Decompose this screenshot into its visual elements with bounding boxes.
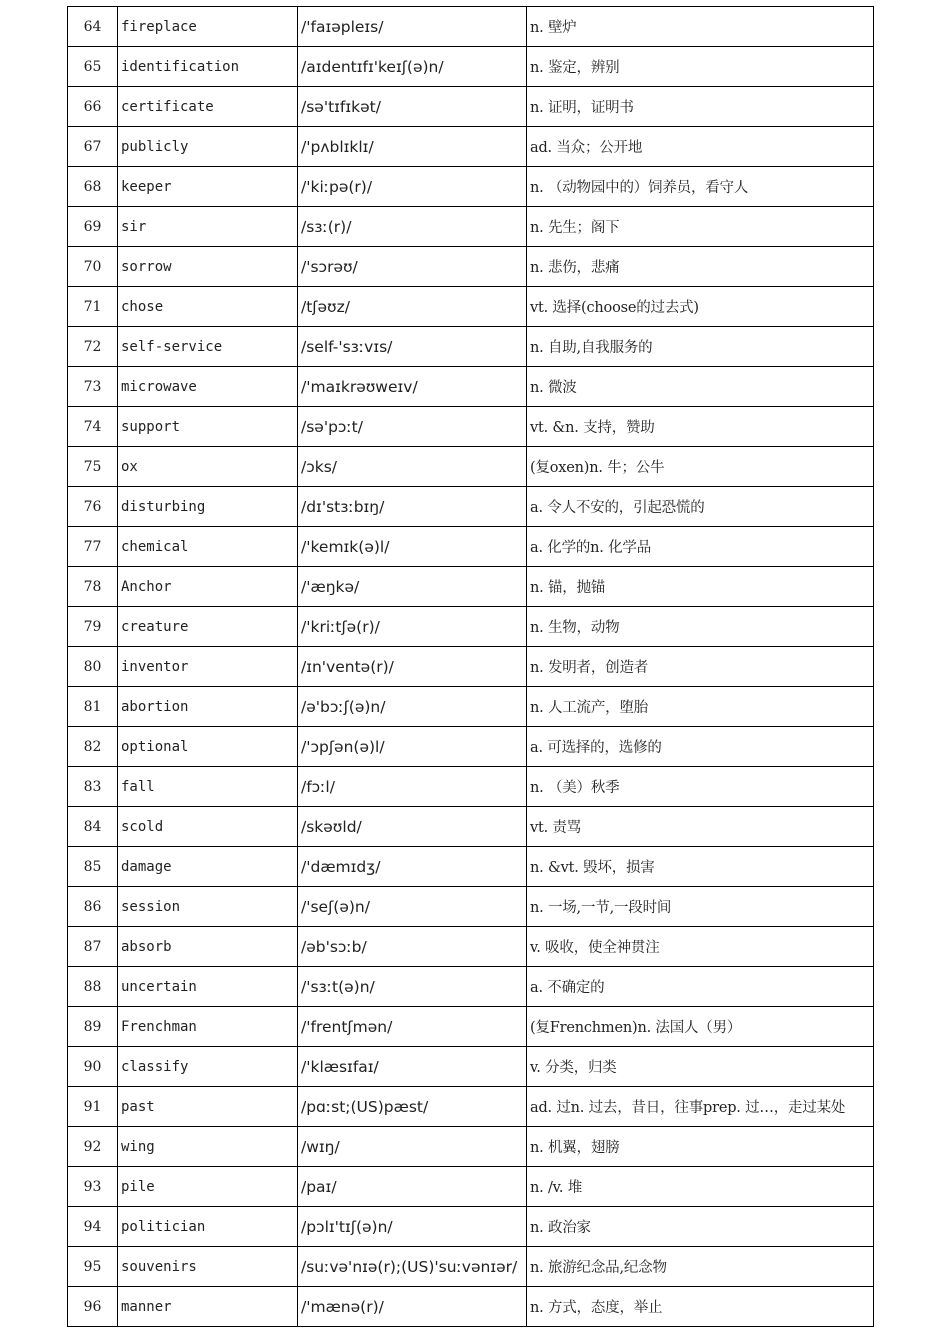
- entry-word: ox: [118, 447, 298, 487]
- entry-phonetic: /'ɔpʃən(ə)l/: [298, 727, 527, 767]
- entry-word: politician: [118, 1207, 298, 1247]
- entry-phonetic: /suːvə'nɪə(r);(US)'suːvənɪər/: [298, 1247, 527, 1287]
- entry-number: 80: [68, 647, 118, 687]
- entry-definition: a. 可选择的，选修的: [527, 727, 874, 767]
- entry-word: inventor: [118, 647, 298, 687]
- entry-phonetic: /'pʌblɪklɪ/: [298, 127, 527, 167]
- entry-number: 92: [68, 1127, 118, 1167]
- table-row: [68, 7, 874, 47]
- entry-word: scold: [118, 807, 298, 847]
- entry-phonetic: /əb'sɔːb/: [298, 927, 527, 967]
- table-row: [68, 47, 874, 87]
- entry-definition: n. （动物园中的）饲养员，看守人: [527, 167, 874, 207]
- table-row: [68, 327, 874, 367]
- table-row: [68, 1287, 874, 1327]
- entry-phonetic: /'sɜːt(ə)n/: [298, 967, 527, 1007]
- entry-word: certificate: [118, 87, 298, 127]
- table-row: [68, 87, 874, 127]
- entry-phonetic: /skəʊld/: [298, 807, 527, 847]
- entry-word: abortion: [118, 687, 298, 727]
- table-row: [68, 447, 874, 487]
- entry-number: 81: [68, 687, 118, 727]
- entry-word: fireplace: [118, 7, 298, 47]
- entry-number: 85: [68, 847, 118, 887]
- table-row: [68, 847, 874, 887]
- entry-phonetic: /pɔlɪ'tɪʃ(ə)n/: [298, 1207, 527, 1247]
- entry-phonetic: /'æŋkə/: [298, 567, 527, 607]
- entry-word: past: [118, 1087, 298, 1127]
- entry-definition: n. （美）秋季: [527, 767, 874, 807]
- entry-word: sir: [118, 207, 298, 247]
- entry-phonetic: /dɪ'stɜːbɪŋ/: [298, 487, 527, 527]
- entry-definition: vt. 选择(choose的过去式): [527, 287, 874, 327]
- entry-phonetic: /'kemɪk(ə)l/: [298, 527, 527, 567]
- entry-phonetic: /'mænə(r)/: [298, 1287, 527, 1327]
- table-row: [68, 367, 874, 407]
- table-row: [68, 167, 874, 207]
- entry-definition: vt. &n. 支持，赞助: [527, 407, 874, 447]
- entry-definition: n. /v. 堆: [527, 1167, 874, 1207]
- entry-phonetic: /ɪn'ventə(r)/: [298, 647, 527, 687]
- entry-number: 87: [68, 927, 118, 967]
- entry-definition: n. 锚，抛锚: [527, 567, 874, 607]
- entry-phonetic: /fɔːl/: [298, 767, 527, 807]
- entry-word: manner: [118, 1287, 298, 1327]
- table-row: [68, 807, 874, 847]
- entry-number: 64: [68, 7, 118, 47]
- table-row: [68, 1087, 874, 1127]
- entry-definition: (复oxen)n. 牛；公牛: [527, 447, 874, 487]
- table-row: [68, 287, 874, 327]
- entry-phonetic: /'frentʃmən/: [298, 1007, 527, 1047]
- entry-definition: n. 一场,一节,一段时间: [527, 887, 874, 927]
- entry-word: chemical: [118, 527, 298, 567]
- entry-definition: n. 方式，态度，举止: [527, 1287, 874, 1327]
- entry-number: 82: [68, 727, 118, 767]
- entry-definition: a. 化学的n. 化学品: [527, 527, 874, 567]
- entry-phonetic: /'kiːpə(r)/: [298, 167, 527, 207]
- table-row: [68, 1127, 874, 1167]
- entry-number: 91: [68, 1087, 118, 1127]
- entry-number: 95: [68, 1247, 118, 1287]
- table-row: [68, 607, 874, 647]
- entry-definition: n. 机翼，翅膀: [527, 1127, 874, 1167]
- entry-word: chose: [118, 287, 298, 327]
- entry-phonetic: /sɜː(r)/: [298, 207, 527, 247]
- entry-definition: n. 鉴定，辨别: [527, 47, 874, 87]
- entry-number: 84: [68, 807, 118, 847]
- entry-number: 69: [68, 207, 118, 247]
- entry-word: optional: [118, 727, 298, 767]
- entry-phonetic: /tʃəʊz/: [298, 287, 527, 327]
- entry-definition: n. 证明，证明书: [527, 87, 874, 127]
- entry-phonetic: /pɑːst;(US)pæst/: [298, 1087, 527, 1127]
- entry-number: 71: [68, 287, 118, 327]
- table-row: [68, 1167, 874, 1207]
- entry-definition: vt. 责骂: [527, 807, 874, 847]
- entry-phonetic: /sə'pɔːt/: [298, 407, 527, 447]
- entry-number: 89: [68, 1007, 118, 1047]
- entry-word: wing: [118, 1127, 298, 1167]
- table-row: [68, 207, 874, 247]
- entry-word: creature: [118, 607, 298, 647]
- entry-word: session: [118, 887, 298, 927]
- entry-definition: n. 发明者，创造者: [527, 647, 874, 687]
- entry-phonetic: /'faɪəpleɪs/: [298, 7, 527, 47]
- table-row: [68, 767, 874, 807]
- entry-phonetic: /'seʃ(ə)n/: [298, 887, 527, 927]
- entry-number: 83: [68, 767, 118, 807]
- table-row: [68, 887, 874, 927]
- entry-word: pile: [118, 1167, 298, 1207]
- entry-definition: (复Frenchmen)n. 法国人（男）: [527, 1007, 874, 1047]
- entry-phonetic: /wɪŋ/: [298, 1127, 527, 1167]
- table-row: [68, 407, 874, 447]
- entry-number: 65: [68, 47, 118, 87]
- entry-definition: a. 令人不安的，引起恐慌的: [527, 487, 874, 527]
- entry-definition: n. 政治家: [527, 1207, 874, 1247]
- table-row: [68, 1007, 874, 1047]
- entry-definition: n. 旅游纪念品,纪念物: [527, 1247, 874, 1287]
- entry-word: classify: [118, 1047, 298, 1087]
- entry-number: 86: [68, 887, 118, 927]
- entry-word: uncertain: [118, 967, 298, 1007]
- entry-definition: n. 壁炉: [527, 7, 874, 47]
- entry-number: 90: [68, 1047, 118, 1087]
- table-row: [68, 687, 874, 727]
- entry-phonetic: /'sɔrəʊ/: [298, 247, 527, 287]
- entry-word: publicly: [118, 127, 298, 167]
- entry-definition: n. 生物，动物: [527, 607, 874, 647]
- entry-number: 96: [68, 1287, 118, 1327]
- entry-word: fall: [118, 767, 298, 807]
- entry-number: 79: [68, 607, 118, 647]
- table-row: [68, 1207, 874, 1247]
- table-row: [68, 567, 874, 607]
- entry-word: microwave: [118, 367, 298, 407]
- table-row: [68, 527, 874, 567]
- entry-phonetic: /aɪdentɪfɪ'keɪʃ(ə)n/: [298, 47, 527, 87]
- entry-number: 94: [68, 1207, 118, 1247]
- entry-phonetic: /sə'tɪfɪkət/: [298, 87, 527, 127]
- table-row: [68, 647, 874, 687]
- entry-number: 75: [68, 447, 118, 487]
- table-row: [68, 247, 874, 287]
- entry-number: 70: [68, 247, 118, 287]
- entry-phonetic: /ə'bɔːʃ(ə)n/: [298, 687, 527, 727]
- entry-phonetic: /paɪ/: [298, 1167, 527, 1207]
- entry-definition: n. 人工流产，堕胎: [527, 687, 874, 727]
- entry-word: absorb: [118, 927, 298, 967]
- entry-word: keeper: [118, 167, 298, 207]
- entry-word: souvenirs: [118, 1247, 298, 1287]
- entry-definition: n. 自助,自我服务的: [527, 327, 874, 367]
- table-row: [68, 967, 874, 1007]
- entry-number: 68: [68, 167, 118, 207]
- entry-definition: a. 不确定的: [527, 967, 874, 1007]
- vocabulary-sheet: [67, 6, 873, 1327]
- entry-definition: n. 悲伤，悲痛: [527, 247, 874, 287]
- table-row: [68, 1047, 874, 1087]
- entry-word: support: [118, 407, 298, 447]
- table-row: [68, 1247, 874, 1287]
- entry-definition: n. 先生；阁下: [527, 207, 874, 247]
- table-row: [68, 487, 874, 527]
- entry-phonetic: /'kriːtʃə(r)/: [298, 607, 527, 647]
- table-row: [68, 727, 874, 767]
- table-row: [68, 127, 874, 167]
- entry-number: 73: [68, 367, 118, 407]
- entry-phonetic: /self-'sɜːvɪs/: [298, 327, 527, 367]
- entry-number: 93: [68, 1167, 118, 1207]
- entry-definition: n. &vt. 毁坏，损害: [527, 847, 874, 887]
- entry-word: self-service: [118, 327, 298, 367]
- entry-definition: v. 分类，归类: [527, 1047, 874, 1087]
- table-row: [68, 927, 874, 967]
- entry-number: 74: [68, 407, 118, 447]
- entry-phonetic: /'maɪkrəʊweɪv/: [298, 367, 527, 407]
- entry-number: 67: [68, 127, 118, 167]
- entry-word: damage: [118, 847, 298, 887]
- entry-definition: ad. 过n. 过去，昔日，往事prep. 过…，走过某处: [527, 1087, 874, 1127]
- entry-word: Frenchman: [118, 1007, 298, 1047]
- entry-definition: ad. 当众；公开地: [527, 127, 874, 167]
- entry-number: 76: [68, 487, 118, 527]
- entry-number: 88: [68, 967, 118, 1007]
- entry-number: 78: [68, 567, 118, 607]
- entry-definition: v. 吸收，使全神贯注: [527, 927, 874, 967]
- entry-number: 77: [68, 527, 118, 567]
- entry-word: disturbing: [118, 487, 298, 527]
- entry-word: identification: [118, 47, 298, 87]
- vocabulary-table: [67, 6, 874, 1327]
- entry-definition: n. 微波: [527, 367, 874, 407]
- entry-word: Anchor: [118, 567, 298, 607]
- entry-word: sorrow: [118, 247, 298, 287]
- entry-phonetic: /'dæmɪdʒ/: [298, 847, 527, 887]
- entry-phonetic: /'klæsɪfaɪ/: [298, 1047, 527, 1087]
- entry-number: 66: [68, 87, 118, 127]
- vocabulary-table-body: [68, 7, 874, 1327]
- entry-phonetic: /ɔks/: [298, 447, 527, 487]
- entry-number: 72: [68, 327, 118, 367]
